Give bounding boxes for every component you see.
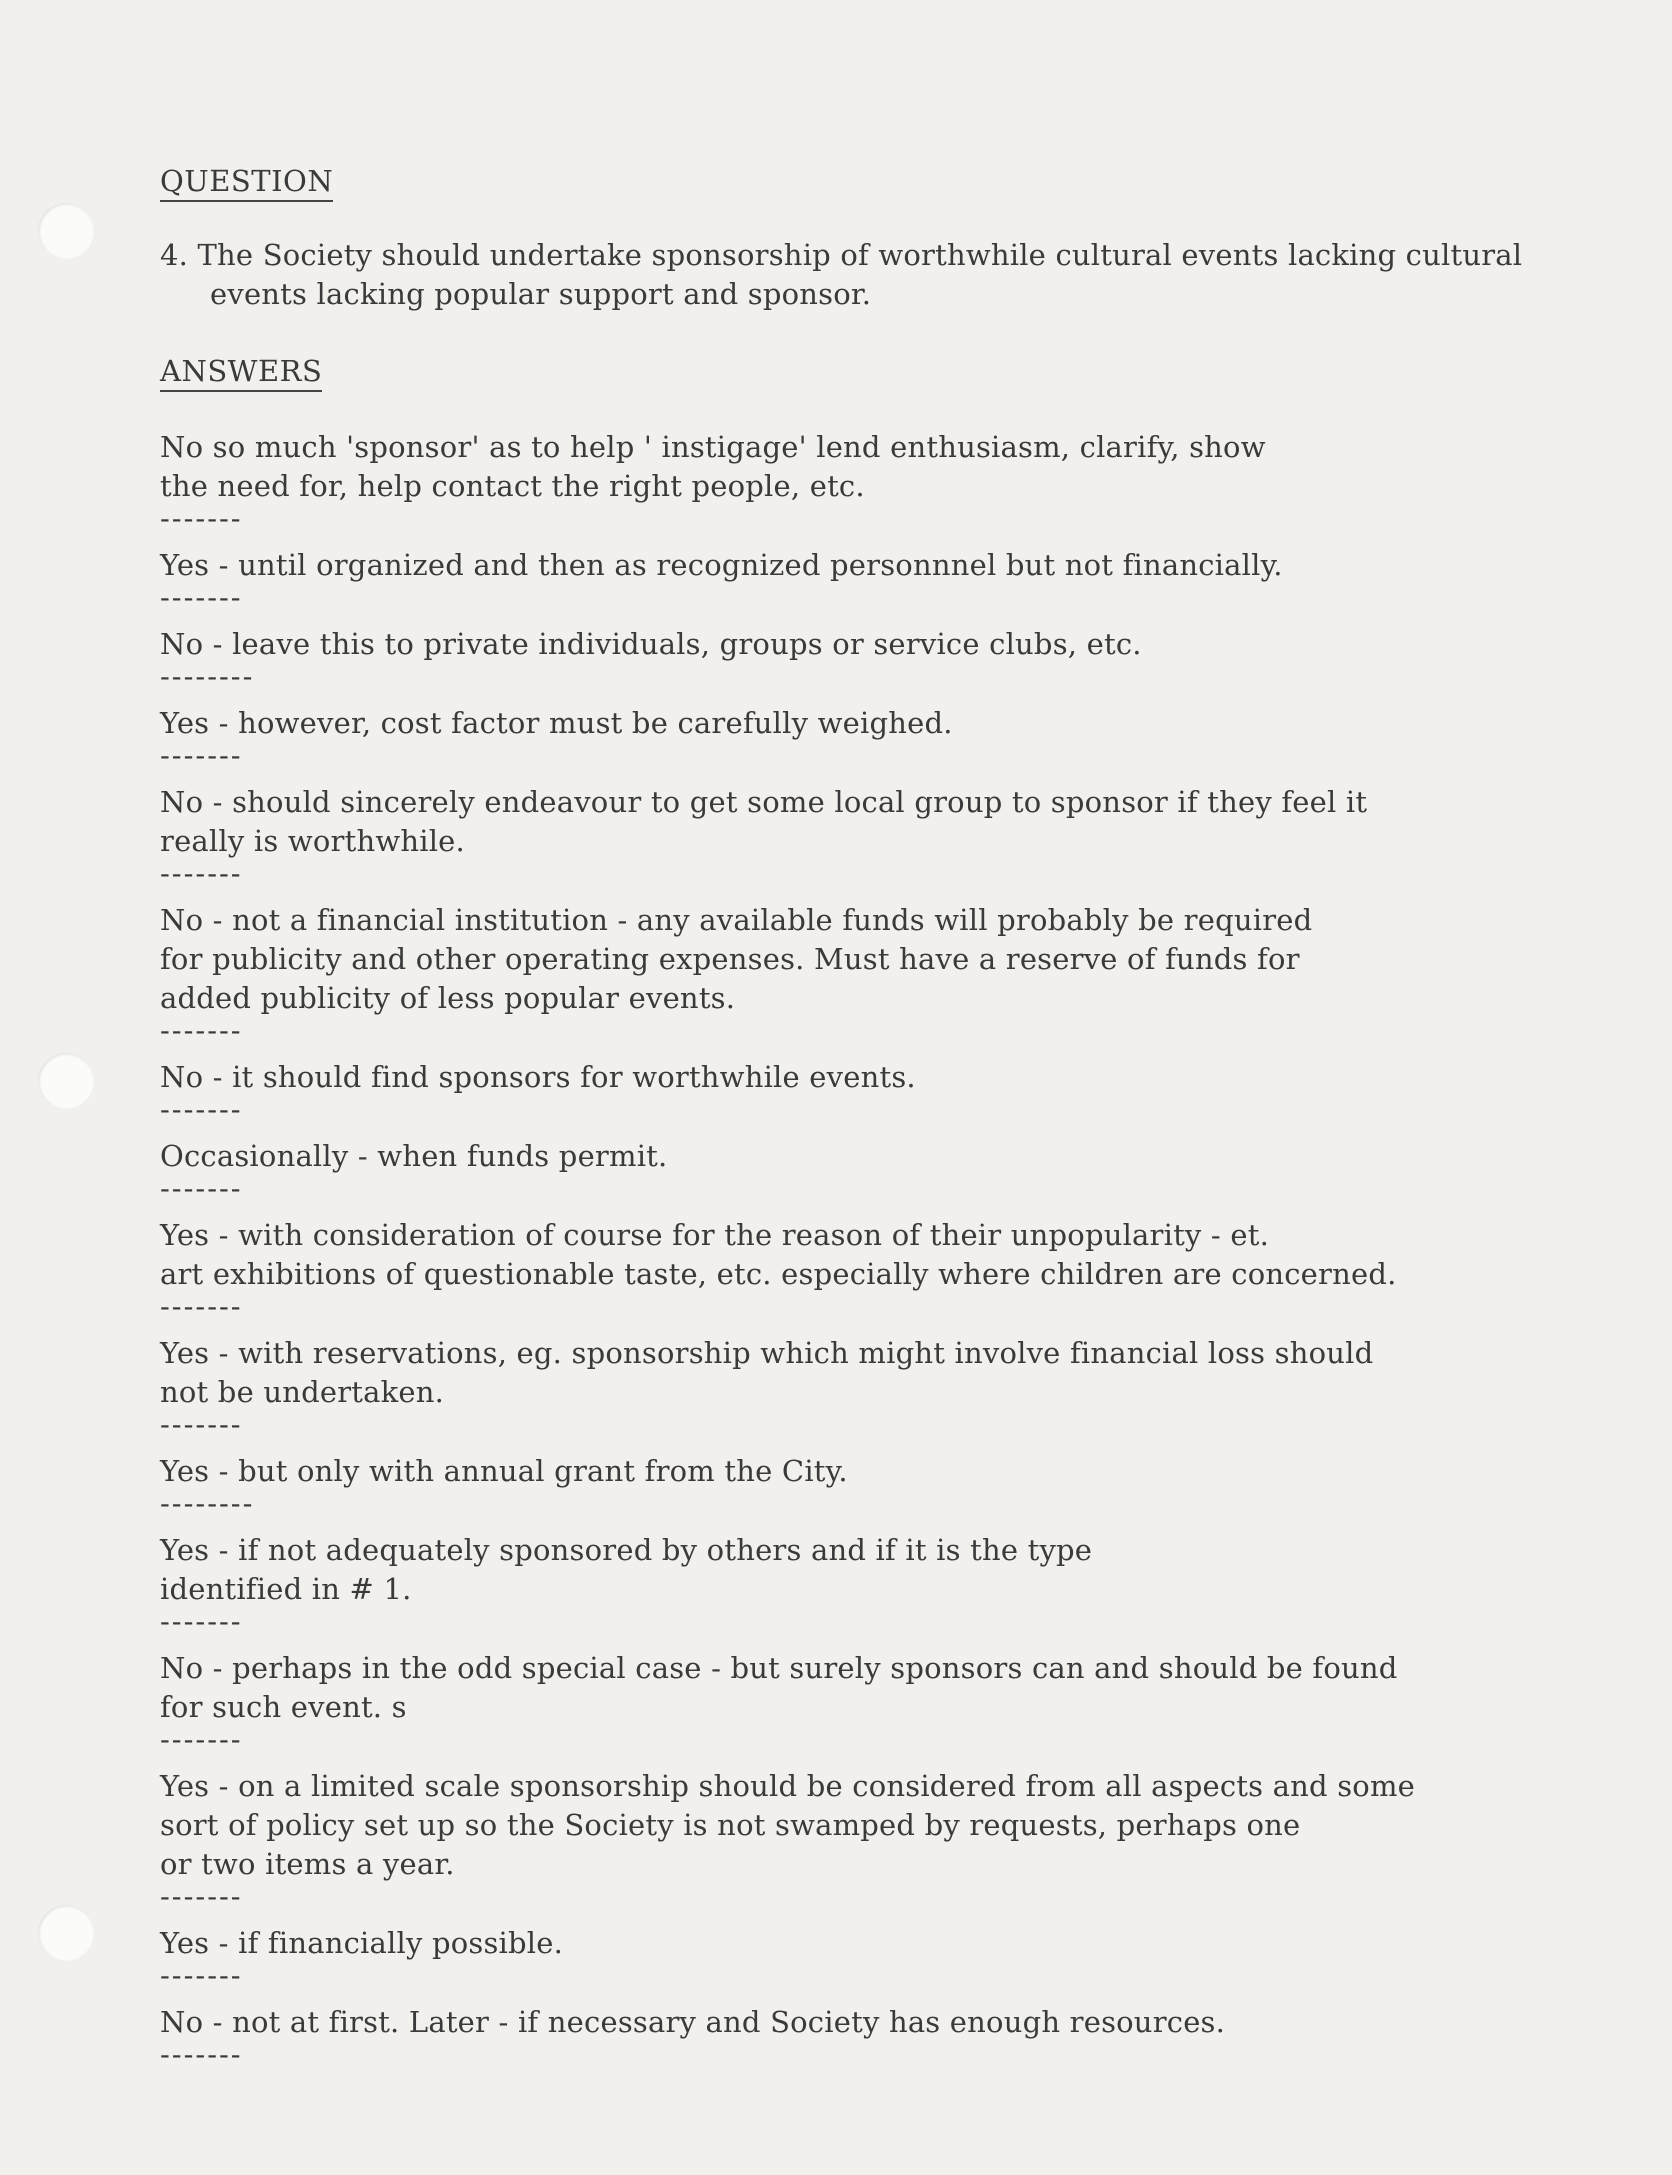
answer-text: No - not a financial institution - any available funds will probably be required for publicity and other operating expenses. Must have a reserve of funds for added publicity of less popular events. (160, 903, 1313, 1015)
punch-hole-top (38, 203, 94, 259)
answer-separator: ------- (160, 1604, 243, 1638)
answer-text: Occasionally - when funds permit. (160, 1139, 668, 1173)
answer-text: No - should sincerely endeavour to get some local group to sponsor if they feel it really is worthwhile. (160, 785, 1368, 858)
answers-list (160, 428, 1620, 2071)
answer-text: Yes - if not adequately sponsored by others and if it is the type identified in # 1. (160, 1533, 1093, 1606)
answer-text: Yes - on a limited scale sponsorship should be considered from all aspects and some sort of policy set up so the Society is not swamped by requests, perhaps one or two items a year. (160, 1769, 1416, 1881)
answer-separator: -------- (160, 659, 255, 693)
punch-hole-bottom (38, 1905, 94, 1961)
answer-text: No - leave this to private individuals, groups or service clubs, etc. (160, 627, 1142, 661)
answer-text: Yes - with reservations, eg. sponsorship which might involve financial loss should not be undertaken. (160, 1336, 1374, 1409)
answer-text: No - it should find sponsors for worthwhile events. (160, 1060, 916, 1094)
answer-separator: ------- (160, 1407, 243, 1441)
answer-separator: ------- (160, 1289, 243, 1323)
answer-separator: ------- (160, 2037, 243, 2071)
answer-separator: ------- (160, 738, 243, 772)
answer-separator: ------- (160, 1013, 243, 1047)
answer-separator: -------- (160, 1486, 255, 1520)
answer-text: Yes - with consideration of course for the reason of their unpopularity - et. art exhibitions of questionable taste, etc. especially where children are concerned. (160, 1218, 1397, 1291)
answer-text: Yes - however, cost factor must be carefully weighed. (160, 706, 953, 740)
answer-separator: ------- (160, 1958, 243, 1992)
answer-text: No - perhaps in the odd special case - but surely sponsors can and should be found for such event. s (160, 1651, 1398, 1724)
answer-text: No - not at first. Later - if necessary and Society has enough resources. (160, 2005, 1226, 2039)
answer-text: Yes - until organized and then as recognized personnnel but not financially. (160, 548, 1283, 582)
answer-separator: ------- (160, 1722, 243, 1756)
answer-separator: ------- (160, 1092, 243, 1126)
answer-separator: ------- (160, 856, 243, 890)
answer-text: No so much 'sponsor' as to help ' instigage' lend enthusiasm, clarify, show the need for, help contact the right people, etc. (160, 430, 1266, 503)
document-page (160, 162, 1620, 2082)
answer-separator: ------- (160, 1171, 243, 1205)
question-heading: QUESTION (160, 164, 333, 202)
answer-text: Yes - if financially possible. (160, 1926, 564, 1960)
answer-text: Yes - but only with annual grant from the City. (160, 1454, 848, 1488)
punch-hole-middle (38, 1053, 94, 1109)
answers-heading: ANSWERS (160, 354, 322, 392)
answer-separator: ------- (160, 1879, 243, 1913)
answer-separator: ------- (160, 501, 243, 535)
answer-separator: ------- (160, 580, 243, 614)
question-text: 4. The Society should undertake sponsorship of worthwhile cultural events lacking cultural events lacking popular support and sponsor. (160, 238, 1523, 311)
